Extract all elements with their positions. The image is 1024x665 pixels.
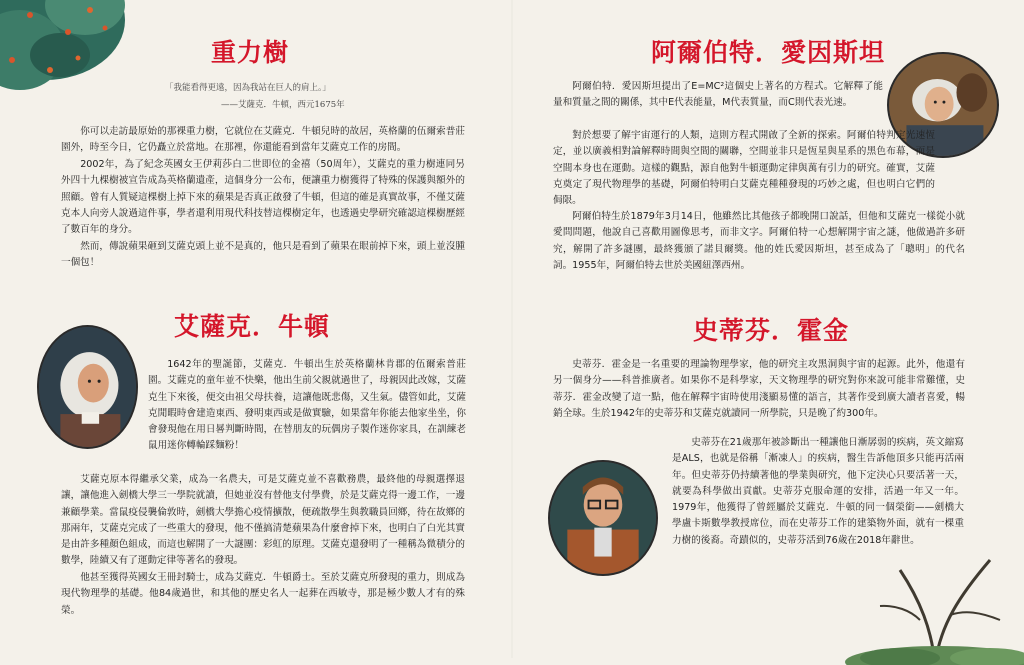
quote-attribution: ——艾薩克．牛頓，西元1675年 — [221, 100, 345, 110]
einstein-paragraph: 對於想要了解宇宙運行的人類，這則方程式開啟了全新的探索。阿爾伯特判定光速恆定，並以廣義相對論解釋時間與空間的關聯，空間並非只是恆星與星系的黑色布幕，而是空間本身也在運動。這樣的觀點，源自他對牛頓運動定律與萬有引力的研究。確實，艾薩克奠定了現代物理學的基礎，阿爾伯特明白艾薩克種種發現的巧妙之處，但也明白它們的侷限。 — [553, 130, 935, 207]
newton-portrait — [37, 325, 138, 449]
einstein-title: 阿爾伯特．愛因斯坦 — [651, 38, 886, 67]
gravity-tree-title: 重力樹 — [211, 38, 290, 67]
newton-paragraph: 他甚至獲得英國女王冊封騎士，成為艾薩克．牛頓爵士。至於艾薩克所發現的重力，則成為現代物理學的基礎。他84歲過世，和其他的歷史名人一起葬在西敏寺，那是極少數人才有的殊榮。 — [61, 572, 465, 616]
gravity-tree-paragraph: 你可以走訪最原始的那裸重力樹，它就位在艾薩克．牛頓兒時的故居，英格蘭的伍爾索普莊園外，時至今日，它仍矗立於當地。在那裡，你還能看到當年艾薩克工作的房間。 — [61, 126, 465, 154]
hawking-title: 史蒂芬．霍金 — [693, 316, 850, 345]
page-gutter — [511, 0, 513, 658]
einstein-paragraph: 阿爾伯特生於1879年3月14日，他雖然比其他孩子都晚開口說話，但他和艾薩克一樣從小就愛問問題，他說自己喜歡用圖像思考，而非文字。阿爾伯特一心想解開宇宙之謎，他做過許多研究，解開了許多謎團，最終獲頒了諾貝爾獎。他的姓氏愛因斯坦，甚至成為了「聰明」的代名詞。1955年，阿爾伯特去世於美國紐澤西州。 — [553, 211, 965, 271]
gravity-tree-paragraph: 2002年，為了紀念英國女王伊莉莎白二世即位的金禧（50周年），艾薩克的重力樹連同另外四十九棵樹被宣告成為英格蘭遺產，這個身分一公布，便讓重力樹獲得了特殊的保護與額外的照顧。曾有人質疑這棵樹上掉下來的蘋果是否真正啟發了牛頓，但這的確是真實故事，不僅艾薩克本人向旁人說過這件事，學者還利用現代科技替這棵樹定年，也透過史學研究確認這棵樹歷經了數百年的身分。 — [61, 159, 465, 236]
hawking-paragraph: 史蒂芬．霍金是一名重要的理論物理學家，他的研究主攻黑洞與宇宙的起源。此外，他還有另一個身分——科普推廣者。如果你不是科學家，天文物理學的研究對你來說可能非常難懂，史蒂芬．霍金改變了這一點，他在解釋宇宙時使用淺顯易懂的語言，其著作受到廣大讀者喜愛，暢銷全球。生於1942年的史蒂芬和艾薩克就讀同一所學院，只是晚了約300年。 — [553, 359, 965, 419]
newton-title: 艾薩克．牛頓 — [174, 312, 331, 341]
hawking-portrait — [548, 460, 658, 576]
newton-quote: 「我能看得更遠，因為我站在巨人的肩上。」 — [165, 83, 331, 93]
hawking-paragraph: 史蒂芬在21歲那年被診斷出一種讓他日漸孱弱的疾病，英文縮寫是ALS，也就是俗稱「漸凍人」的疾病，醫生告訴他頂多只能再活兩年。但史蒂芬仍持續著他的學業與研究，他下定決心只要活著一天，就要為科學做出貢獻。史蒂芬克服命運的安排，活過一年又一年。1979年，他獲得了曾經屬於艾薩克．牛頓的同一個榮銜——劍橋大學盧卡斯數學教授席位，而在史蒂芬工作的建築物外面，就有一棵重力樹的後裔。奇蹟似的，史蒂芬活到76歲在2018年辭世。 — [672, 437, 964, 546]
newton-paragraph: 艾薩克原本得繼承父業，成為一名農夫，可是艾薩克並不喜歡務農，最終他的母親選擇退讓，讓他進入劍橋大學三一學院就讀，但她並沒有替他支付學費，於是艾薩克得一邊工作，一邊兼顧學業。當鼠疫侵襲倫敦時，劍橋大學擔心疫情擴散，便疏散學生與教職員回鄉，待在故鄉的那兩年，艾薩克完成了一些重大的發現，他不僅搞清楚蘋果為什麼會掉下來，也明白了白光其實是由許多種顏色組成，而這也解開了一大謎團：彩虹的原理。艾薩克還發明了一種稱為微積分的數學，陸續又有了運動定律等著名的發現。 — [61, 474, 465, 567]
gravity-tree-paragraph: 然而，傳說蘋果砸到艾薩克頭上並不是真的，他只是看到了蘋果在眼前掉下來，頭上並沒腫一個包！ — [61, 241, 465, 269]
newton-paragraph: 1642年的聖誕節，艾薩克．牛頓出生於英格蘭林肯郡的伍爾索普莊園。艾薩克的童年並不快樂，他出生前父親就過世了，母親因此改嫁，艾薩克生下來後，便交由祖父母扶養，這讓他既悲傷，又生氣。儘管如此，艾薩克閒暇時會建造東西、發明東西或是做實驗，如果當年你能去他家坐坐，你會發現他在用日晷判斷時間，在替朋友的玩偶房子製作迷你家具，在訓練老鼠用迷你轉輪踩麵粉！ — [148, 359, 466, 452]
einstein-paragraph: 阿爾伯特．愛因斯坦提出了E=MC²這個史上著名的方程式。它解釋了能量和質量之間的關係，其中E代表能量，M代表質量，而C則代表光速。 — [553, 81, 883, 109]
apple-tree-illustration — [0, 0, 140, 110]
plant-illustration — [840, 540, 1024, 665]
